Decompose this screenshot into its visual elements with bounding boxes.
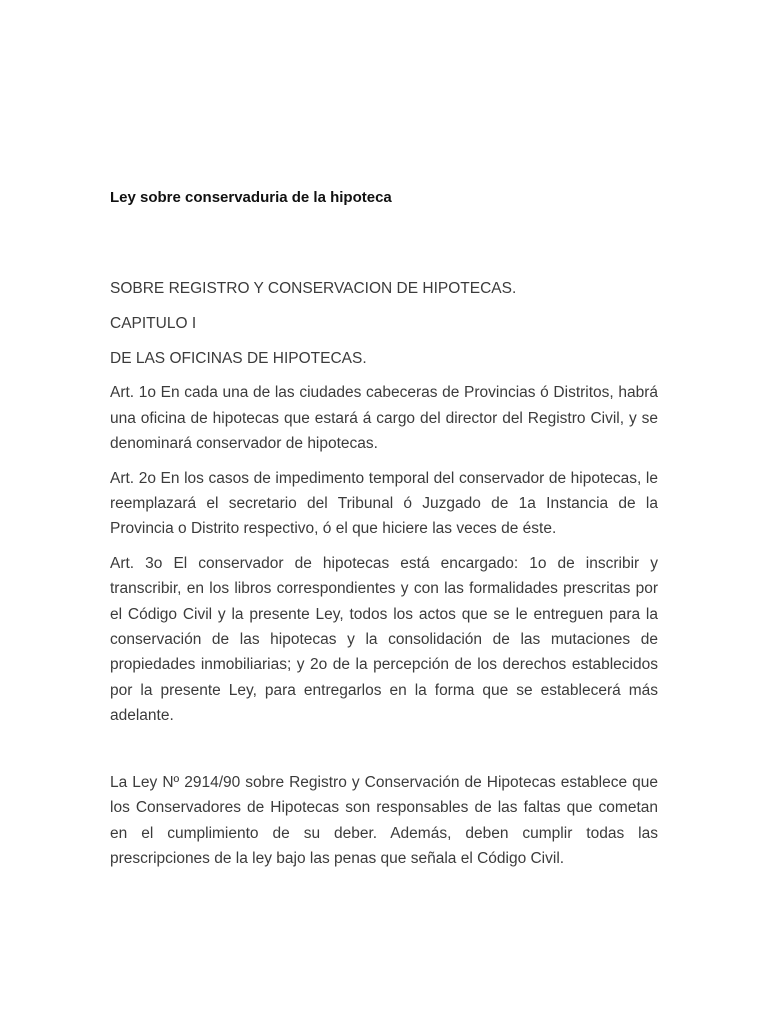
document-body <box>110 276 658 738</box>
chapter-label: CAPITULO I <box>110 314 197 332</box>
document-title: Ley sobre conservaduria de la hipoteca <box>110 189 392 206</box>
article-3: Art. 3o El conservador de hipotecas está encargado: 1o de inscribir y transcribir, en los libros correspondientes y con las formalidades prescritas por el Código Civil y la presente Ley, todos los actos que se le entreguen para la conservación de las hipotecas y la consolidación de las mutaciones de propiedades inmobiliarias; y 2o de la percepción de los derechos establecidos por la presente Ley, para entregarlos en la forma que se establecerá más adelante. <box>110 555 658 724</box>
section-heading: SOBRE REGISTRO Y CONSERVACION DE HIPOTECAS. <box>110 280 517 297</box>
closing-paragraph: La Ley Nº 2914/90 sobre Registro y Conservación de Hipotecas establece que los Conservadores de Hipotecas son responsables de las faltas que cometan en el cumplimiento de su deber. Además, deben cumplir todas las prescripciones de la ley bajo las penas que señala el Código Civil. <box>110 774 658 867</box>
article-1: Art. 1o En cada una de las ciudades cabeceras de Provincias ó Distritos, habrá una oficina de hipotecas que estará á cargo del director del Registro Civil, y se denominará conservador de hipotecas. <box>110 384 658 452</box>
article-2: Art. 2o En los casos de impedimento temporal del conservador de hipotecas, le reemplazará el secretario del Tribunal ó Juzgado de 1a Instancia de la Provincia o Distrito respectivo, ó el que hiciere las veces de éste. <box>110 469 658 538</box>
chapter-title: DE LAS OFICINAS DE HIPOTECAS. <box>110 349 367 367</box>
